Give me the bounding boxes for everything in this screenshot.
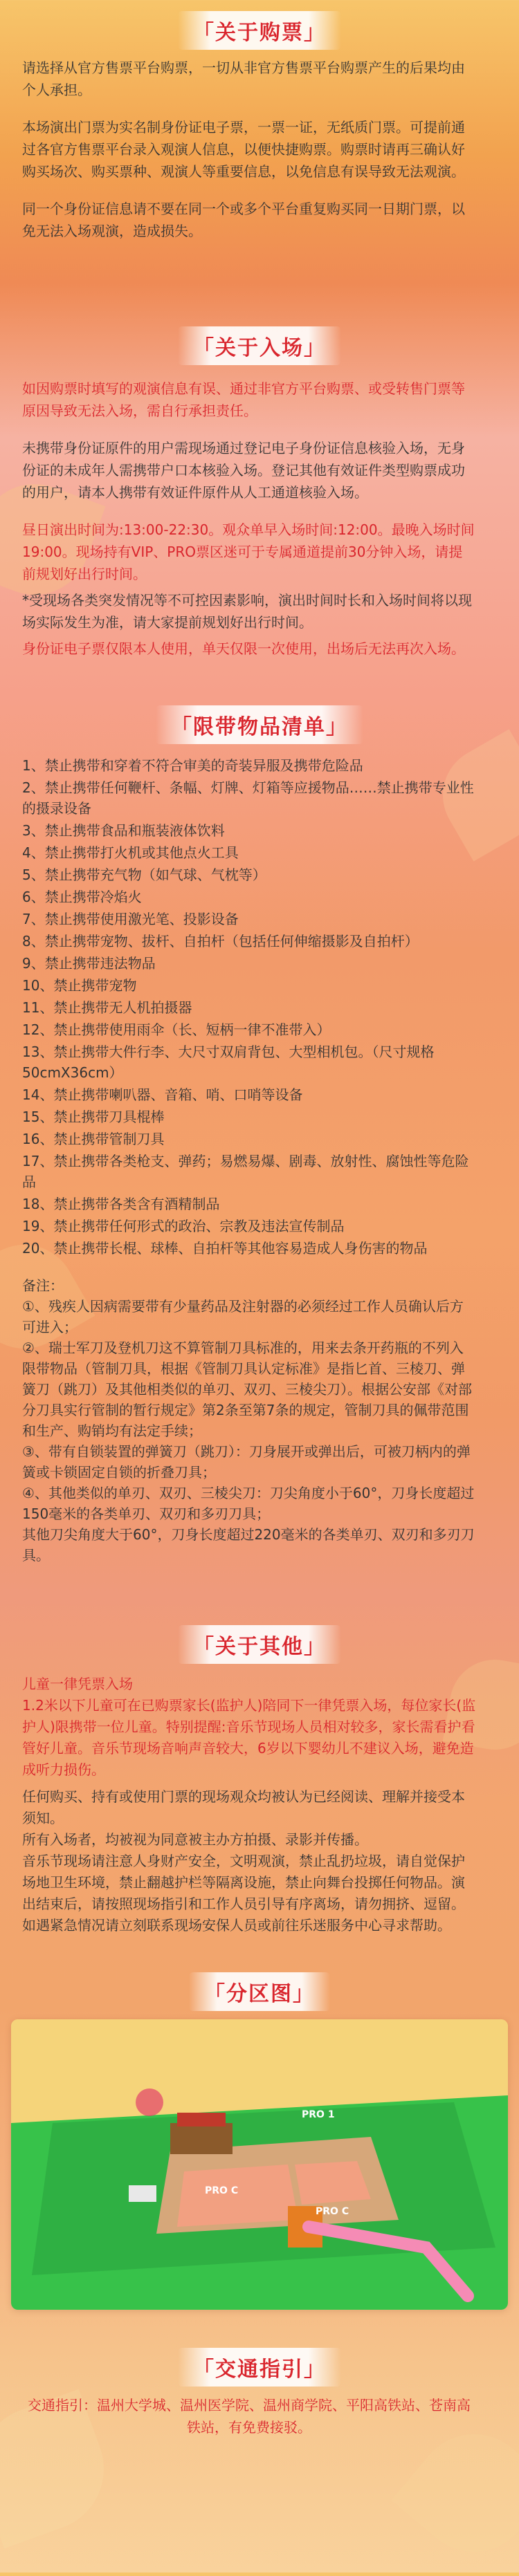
ticket-paragraph: 请选择从官方售票平台购票，一切从非官方售票平台购票产生的后果均由个人承担。	[22, 59, 465, 98]
prohibited-item: 17、禁止携带各类枪支、弹药；易燃易爆、剧毒、放射性、腐蚀性等危险品	[22, 1153, 469, 1190]
other-paragraph: 任何购买、持有或使用门票的现场观众均被认为已经阅读、理解并接受本须知。	[22, 1788, 465, 1826]
prohibited-item: 6、禁止携带冷焰火	[22, 889, 142, 905]
prohibited-item: 15、禁止携带刀具棍棒	[22, 1109, 165, 1125]
prohibited-item: 19、禁止携带任何形式的政治、宗教及违法宣传制品	[22, 1218, 345, 1234]
prohibited-item: 4、禁止携带打火机或其他点火工具	[22, 844, 239, 861]
prohibited-item: 1、禁止携带和穿着不符合审美的奇装异服及携带危险品	[22, 757, 363, 774]
prohibited-item: 16、禁止携带管制刀具	[22, 1131, 165, 1147]
traffic-text: 交通指引：温州大学城、温州医学院、温州商学院、平阳高铁站、苍南高铁站，有免费接驳。	[28, 2397, 471, 2436]
prohibited-item: 18、禁止携带各类含有酒精制品	[22, 1196, 220, 1212]
remark-item: ①、残疾人因病需要带有少量药品及注射器的必须经过工作人员确认后方可进入；	[22, 1298, 464, 1335]
zone-map-illustration	[11, 2019, 508, 2310]
zone-section-title: 「分区图」	[189, 1972, 330, 2011]
remark-item: ④、其他类似的单刃、双刃、三棱尖刀：刀尖角度小于60°，刀身长度超过150毫米的各类单刃、双刃和多刃刀具；	[22, 1485, 475, 1522]
other-paragraph: 所有入场者，均被视为同意被主办方拍摄、录影并传播。	[22, 1831, 368, 1848]
prohibited-section-title: 「限带物品清单」	[156, 705, 363, 744]
zone-map	[11, 2019, 508, 2310]
prohibited-item: 8、禁止携带宠物、拔杆、自拍杆（包括任何伸缩摄影及自拍杆）	[22, 933, 419, 949]
children-policy: 1.2米以下儿童可在已购票家长(监护人)陪同下一律凭票入场，每位家长(监护人)限携带一位儿童。特别提醒:音乐节现场人员相对较多，家长需看护看管好儿童。音乐节现场音响声音较大，6岁以下婴幼儿不建议入场，避免造成听力损伤。	[22, 1697, 476, 1778]
remark-item: ②、瑞士军刀及登机刀这不算管制刀具标准的，用来去条开药瓶的不列入限带物品（管制刀具，根据《管制刀具认定标准》是指匕首、三棱刀、弹簧刀（跳刀）及其他相类似的单刃、双刃、三棱尖刀）。根据公安部《对部分刀具实行管制的暂行规定》第2条至第7条的规定，管制刀具的佩带范围和生产、购销均有法定手续；	[22, 1340, 472, 1439]
entry-red-note: 身份证电子票仅限本人使用，单天仅限一次使用，出场后无法再次入场。	[22, 640, 465, 657]
ticket-section-body	[22, 57, 476, 257]
prohibited-item: 9、禁止携带违法物品	[22, 955, 156, 972]
children-heading: 儿童一律凭票入场	[22, 1676, 133, 1692]
ticket-paragraph: 本场演出门票为实名制身份证电子票，一票一证，无纸质门票。可提前通过各官方售票平台录入观演人信息，以便快捷购票。购票时请再三确认好购买场次、购买票种、观演人等重要信息，以免信息有误导致无法观演。	[22, 119, 465, 180]
prohibited-item: 3、禁止携带食品和瓶装液体饮料	[22, 822, 225, 839]
entry-warning: 如因购票时填写的观演信息有误、通过非官方平台购票、或受转售门票等原因导致无法入场，需自行承担责任。	[22, 380, 465, 419]
prohibited-item: 14、禁止携带喇叭器、音箱、哨、口哨等设备	[22, 1086, 303, 1103]
entry-note: *受现场各类突发情况等不可控因素影响，演出时间时长和入场时间将以现场实际发生为准，请大家提前规划好出行时间。	[22, 592, 472, 631]
prohibited-item: 2、禁止携带任何鞭杆、条幅、灯牌、灯箱等应援物品……禁止携带专业性的摄录设备	[22, 779, 474, 817]
traffic-section-body	[22, 2394, 476, 2454]
ticket-section-title: 「关于购票」	[178, 11, 341, 50]
remark-item: 其他刀尖角度大于60°，刀身长度超过220毫米的各类单刃、双刃和多刃刀具。	[22, 1526, 475, 1564]
prohibited-list	[22, 755, 476, 1259]
zone-label: PRO C	[316, 2206, 349, 2217]
remark-item: ③、带有自锁装置的弹簧刀（跳刀）：刀身展开或弹出后，可被刀柄内的弹簧或卡锁固定自锁的折叠刀具；	[22, 1443, 471, 1481]
entry-section-body	[22, 378, 476, 675]
prohibited-item: 7、禁止携带使用激光笔、投影设备	[22, 911, 239, 927]
other-section-body	[22, 1674, 476, 1936]
prohibited-item: 12、禁止携带使用雨伞（长、短柄一律不准带入）	[22, 1021, 331, 1038]
entry-section-title: 「关于入场」	[178, 326, 341, 365]
entry-time: 昼日演出时间为:13:00-22:30。观众单早入场时间:12:00。最晚入场时间19:00。现场持有VIP、PRO票区迷可于专属通道提前30分钟入场，请提前规划好出行时间。	[22, 521, 475, 582]
ticket-paragraph: 同一个身份证信息请不要在同一个或多个平台重复购买同一日期门票，以免无法入场观演，造成损失。	[22, 201, 465, 239]
entry-paragraph: 未携带身份证原件的用户需现场通过登记电子身份证信息核验入场，无身份证的未成年人需携带户口本核验入场。登记其他有效证件类型购票成功的用户，请本人携带有效证件原件从人工通道核验入场。	[22, 440, 465, 501]
prohibited-item: 20、禁止携带长棍、球棒、自拍杆等其他容易造成人身伤害的物品	[22, 1240, 428, 1257]
traffic-section-title: 「交通指引」	[178, 2348, 341, 2387]
remark-title: 备注：	[22, 1277, 64, 1294]
other-section-title: 「关于其他」	[178, 1625, 341, 1664]
zone-label: PRO 1	[302, 2109, 335, 2120]
prohibited-item: 10、禁止携带宠物	[22, 977, 137, 994]
other-paragraph: 音乐节现场请注意人身财产安全，文明观演，禁止乱扔垃圾，请自觉保护场地卫生环境，禁止翻越护栏等隔离设施，禁止向舞台投掷任何物品。演出结束后，请按照现场指引和工作人员引导有序离场，请勿拥挤、逗留。如遇紧急情况请立刻联系现场安保人员或前往乐迷服务中心寻求帮助。	[22, 1853, 465, 1934]
prohibited-section-body	[22, 755, 476, 1566]
zone-label: PRO C	[205, 2185, 239, 2196]
prohibited-item: 11、禁止携带无人机拍摄器	[22, 999, 192, 1016]
prohibited-item: 13、禁止携带大件行李、大尺寸双肩背包、大型相机包。（尺寸规格50cmX36cm）	[22, 1044, 435, 1081]
prohibited-item: 5、禁止携带充气物（如气球、气枕等）	[22, 867, 266, 883]
